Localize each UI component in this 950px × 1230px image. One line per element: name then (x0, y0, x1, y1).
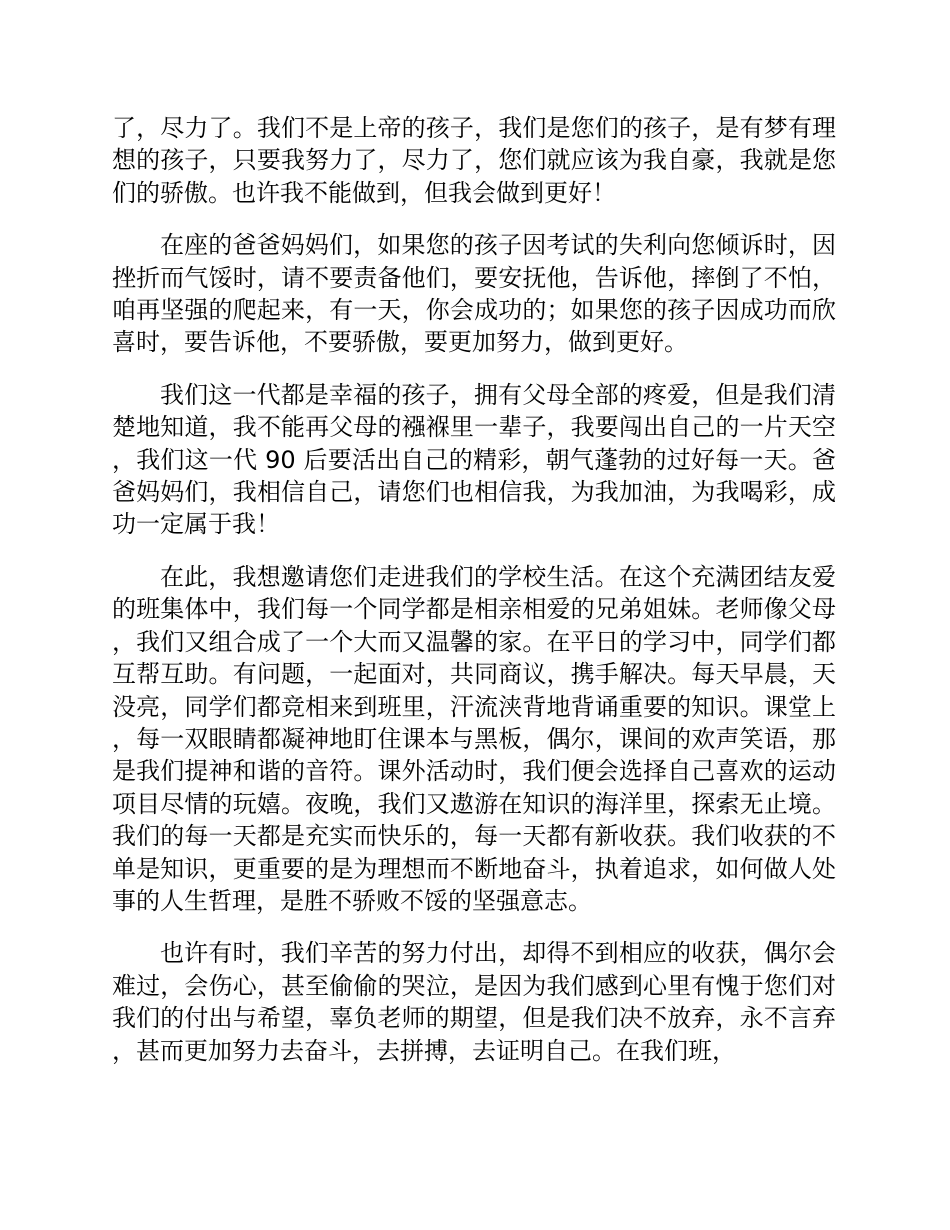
paragraph-perseverance: 也许有时，我们辛苦的努力付出，却得不到相应的收获，偶尔会难过，会伤心，甚至偷偷的哭泣，是因为我们感到心里有愧于您们对我们的付出与希望，辜负老师的期望，但是我们决不放弃，永不言弃，甚而更加努力去奋斗，去拼搏，去证明自己。在我们班， (112, 939, 836, 1065)
paragraph-parents-advice: 在座的爸爸妈妈们，如果您的孩子因考试的失利向您倾诉时，因挫折而气馁时，请不要责备他们，要安抚他，告诉他，摔倒了不怕，咱再坚强的爬起来，有一天，你会成功的；如果您的孩子因成功而欣喜时，要告诉他，不要骄傲，要更加努力，做到更好。 (112, 231, 836, 357)
document-body (112, 112, 836, 1087)
paragraph-school-life: 在此，我想邀请您们走进我们的学校生活。在这个充满团结友爱的班集体中，我们每一个同学都是相亲相爱的兄弟姐妹。老师像父母，我们又组合成了一个大而又温馨的家。在平日的学习中，同学们都互帮互助。有问题，一起面对，共同商议，携手解决。每天早晨，天没亮，同学们都竞相来到班里，汗流浃背地背诵重要的知识。课堂上，每一双眼睛都凝神地盯住课本与黑板，偶尔，课间的欢声笑语，那是我们提神和谐的音符。课外活动时，我们便会选择自己喜欢的运动项目尽情的玩嬉。夜晚，我们又遨游在知识的海洋里，探索无止境。我们的每一天都是充实而快乐的，每一天都有新收获。我们收获的不单是知识，更重要的是为理想而不断地奋斗，执着追求，如何做人处事的人生哲理，是胜不骄败不馁的坚强意志。 (112, 562, 836, 915)
paragraph-generation: 我们这一代都是幸福的孩子，拥有父母全部的疼爱，但是我们清楚地知道，我不能再父母的襁褓里一辈子，我要闯出自己的一片天空，我们这一代 90 后要活出自己的精彩，朝气蓬勃的过好每一天。爸爸妈妈们，我相信自己，请您们也相信我，为我加油，为我喝彩，成功一定属于我！ (112, 380, 836, 539)
paragraph-continuation: 了，尽力了。我们不是上帝的孩子，我们是您们的孩子，是有梦有理想的孩子，只要我努力了，尽力了，您们就应该为我自豪，我就是您们的骄傲。也许我不能做到，但我会做到更好！ (112, 114, 836, 207)
